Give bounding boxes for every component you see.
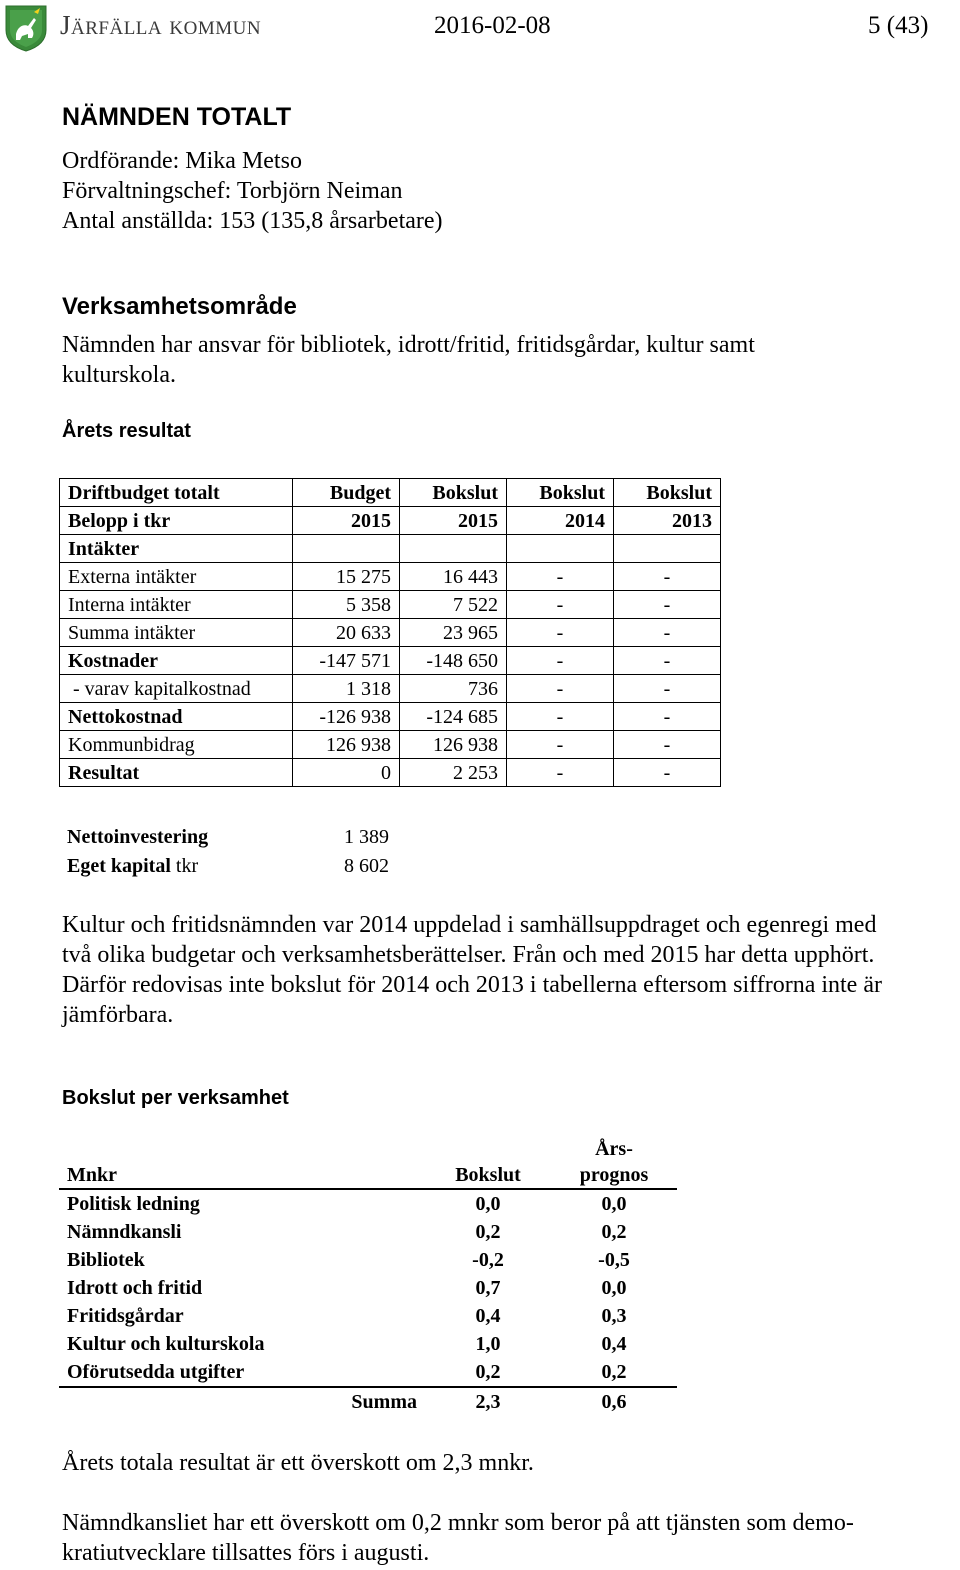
- budget-row: [60, 759, 721, 787]
- budget-row-label: Summa intäkter: [60, 619, 293, 647]
- per-activity-value: 0,2: [425, 1358, 551, 1387]
- budget-cell: -: [614, 591, 721, 619]
- per-activity-name: Fritidsgårdar: [67, 1305, 184, 1327]
- per-activity-row: [59, 1302, 677, 1330]
- budget-row: [60, 563, 721, 591]
- per-activity-header-prognos-2: prognos: [579, 1164, 649, 1186]
- budget-cell: [293, 535, 400, 563]
- budget-cell: 2 253: [400, 759, 507, 787]
- budget-row: [60, 535, 721, 563]
- budget-cell: 126 938: [293, 731, 400, 759]
- budget-header-cell: Belopp i tkr: [60, 507, 293, 535]
- per-activity-value: 0,2: [475, 1221, 501, 1243]
- budget-cell: -: [614, 563, 721, 591]
- budget-cell: -: [614, 647, 721, 675]
- per-activity-row: [59, 1189, 677, 1218]
- budget-header-cell: Bokslut: [400, 479, 507, 507]
- equity-label-text: Eget kapital: [67, 855, 171, 877]
- note-line-1: Kultur och fritidsnämnden var 2014 uppdelad i samhällsuppdraget och egenregi med: [62, 912, 877, 938]
- budget-row-label: Interna intäkter: [60, 591, 293, 619]
- budget-table: [59, 478, 721, 787]
- budget-cell: 16 443: [400, 563, 507, 591]
- per-activity-value: 0,7: [475, 1277, 501, 1299]
- budget-cell: 23 965: [400, 619, 507, 647]
- per-activity-value: -0,5: [598, 1249, 630, 1271]
- director-line: Förvaltningschef: Torbjörn Neiman: [62, 178, 403, 204]
- budget-row: [60, 619, 721, 647]
- budget-row: [60, 647, 721, 675]
- budget-row: [60, 731, 721, 759]
- budget-header-cell: 2014: [507, 507, 614, 535]
- budget-cell: -148 650: [400, 647, 507, 675]
- per-activity-header-name: Mnkr: [59, 1136, 425, 1189]
- budget-cell: 15 275: [293, 563, 400, 591]
- budget-cell: 736: [400, 675, 507, 703]
- per-activity-row: [59, 1330, 677, 1358]
- per-activity-sum-row: [59, 1387, 677, 1416]
- per-activity-value: 0,0: [601, 1193, 627, 1215]
- per-activity-header-prognos-1: Års-: [595, 1138, 633, 1160]
- budget-row-label: Nettokostnad: [60, 703, 293, 731]
- per-activity-value: 0,2: [551, 1358, 677, 1387]
- budget-header-row: [60, 507, 721, 535]
- per-activity-row: [59, 1358, 677, 1387]
- note-line-3: Därför redovisas inte bokslut för 2014 och 2013 i tabellerna eftersom siffrorna inte är: [62, 972, 882, 998]
- per-activity-row: [59, 1246, 677, 1274]
- budget-cell: -: [507, 731, 614, 759]
- budget-cell: -: [507, 759, 614, 787]
- budget-cell: -: [507, 703, 614, 731]
- budget-cell: -: [507, 591, 614, 619]
- budget-row: [60, 675, 721, 703]
- budget-cell: -: [614, 675, 721, 703]
- per-activity-value: 0,2: [601, 1221, 627, 1243]
- area-line-2: kulturskola.: [62, 362, 176, 388]
- per-activity-row: [59, 1274, 677, 1302]
- per-activity-header-row: [59, 1136, 677, 1189]
- municipality-name: Järfälla kommun: [60, 10, 262, 40]
- budget-cell: -126 938: [293, 703, 400, 731]
- per-activity-name: Idrott och fritid: [67, 1277, 203, 1299]
- budget-header-row: [60, 479, 721, 507]
- kansli-line-1: Nämndkansliet har ett överskott om 0,2 mnkr som beror på att tjänsten som demo-: [62, 1510, 854, 1536]
- document-date: 2016-02-08: [434, 12, 551, 39]
- result-heading: Årets resultat: [62, 420, 191, 442]
- budget-row-label: Externa intäkter: [60, 563, 293, 591]
- budget-cell: -: [614, 619, 721, 647]
- net-investment-value: 1 389: [344, 826, 389, 848]
- budget-row-label: Resultat: [60, 759, 293, 787]
- budget-cell: -: [614, 759, 721, 787]
- budget-cell: [507, 535, 614, 563]
- per-activity-value: -0,2: [472, 1249, 504, 1271]
- budget-cell: -: [614, 731, 721, 759]
- budget-header-cell: Driftbudget totalt: [60, 479, 293, 507]
- equity-label: [67, 855, 198, 878]
- area-line-1: Nämnden har ansvar för bibliotek, idrott/fritid, fritidsgårdar, kultur samt: [62, 332, 755, 358]
- budget-row-label: Kostnader: [60, 647, 293, 675]
- net-investment-label: Nettoinvestering: [67, 826, 209, 848]
- equity-label-unit: tkr: [170, 855, 199, 877]
- budget-cell: -: [507, 647, 614, 675]
- budget-header-cell: Budget: [293, 479, 400, 507]
- budget-row: [60, 703, 721, 731]
- budget-cell: 7 522: [400, 591, 507, 619]
- budget-cell: 5 358: [293, 591, 400, 619]
- per-activity-value: 0,4: [601, 1333, 627, 1355]
- employees-line: Antal anställda: 153 (135,8 årsarbetare): [62, 208, 443, 234]
- equity-value: 8 602: [344, 855, 389, 877]
- budget-header-cell: 2015: [400, 507, 507, 535]
- per-activity-name: Oförutsedda utgifter: [59, 1358, 425, 1387]
- per-activity-header-prognos: [551, 1136, 677, 1189]
- per-activity-sum-prognos: 0,6: [601, 1391, 627, 1413]
- budget-row-label: Kommunbidrag: [60, 731, 293, 759]
- budget-row-label: - varav kapitalkostnad: [60, 675, 293, 703]
- budget-cell: 126 938: [400, 731, 507, 759]
- budget-cell: -: [507, 675, 614, 703]
- budget-row: [60, 591, 721, 619]
- per-activity-name: Bibliotek: [67, 1249, 145, 1271]
- per-activity-value: 0,3: [601, 1305, 627, 1327]
- budget-cell: 1 318: [293, 675, 400, 703]
- area-heading: Verksamhetsområde: [62, 293, 297, 320]
- budget-header-cell: 2015: [293, 507, 400, 535]
- budget-header-cell: Bokslut: [614, 479, 721, 507]
- kansli-line-2: kratiutvecklare tillsattes förs i augusti.: [62, 1540, 430, 1566]
- budget-row-label: Intäkter: [60, 535, 293, 563]
- per-activity-sum-bokslut: 2,3: [475, 1391, 501, 1413]
- per-activity-table: [59, 1136, 677, 1416]
- budget-cell: 0: [293, 759, 400, 787]
- budget-cell: -: [507, 563, 614, 591]
- summary-line: Årets totala resultat är ett överskott om 2,3 mnkr.: [62, 1450, 534, 1476]
- per-activity-heading: Bokslut per verksamhet: [62, 1087, 289, 1109]
- per-activity-value: 0,0: [475, 1193, 501, 1215]
- budget-cell: -147 571: [293, 647, 400, 675]
- page-title: NÄMNDEN TOTALT: [62, 103, 292, 131]
- budget-header-cell: 2013: [614, 507, 721, 535]
- page-number: 5 (43): [868, 12, 929, 39]
- per-activity-sum-label: Summa: [351, 1391, 417, 1413]
- budget-cell: -: [614, 703, 721, 731]
- per-activity-header-bokslut: Bokslut: [425, 1136, 551, 1189]
- budget-cell: [614, 535, 721, 563]
- per-activity-value: 0,4: [475, 1305, 501, 1327]
- per-activity-name: Nämndkansli: [67, 1221, 182, 1243]
- per-activity-value: 1,0: [475, 1333, 501, 1355]
- budget-cell: -: [507, 619, 614, 647]
- per-activity-name: Kultur och kulturskola: [67, 1333, 265, 1355]
- note-line-2: två olika budgetar och verksamhetsberättelser. Från och med 2015 har detta upphört.: [62, 942, 875, 968]
- budget-cell: [400, 535, 507, 563]
- note-line-4: jämförbara.: [62, 1002, 174, 1028]
- budget-cell: -124 685: [400, 703, 507, 731]
- municipality-logo: [4, 4, 48, 52]
- budget-cell: 20 633: [293, 619, 400, 647]
- per-activity-name: Politisk ledning: [67, 1193, 200, 1215]
- chair-line: Ordförande: Mika Metso: [62, 148, 302, 174]
- budget-header-cell: Bokslut: [507, 479, 614, 507]
- per-activity-row: [59, 1218, 677, 1246]
- per-activity-value: 0,0: [601, 1277, 627, 1299]
